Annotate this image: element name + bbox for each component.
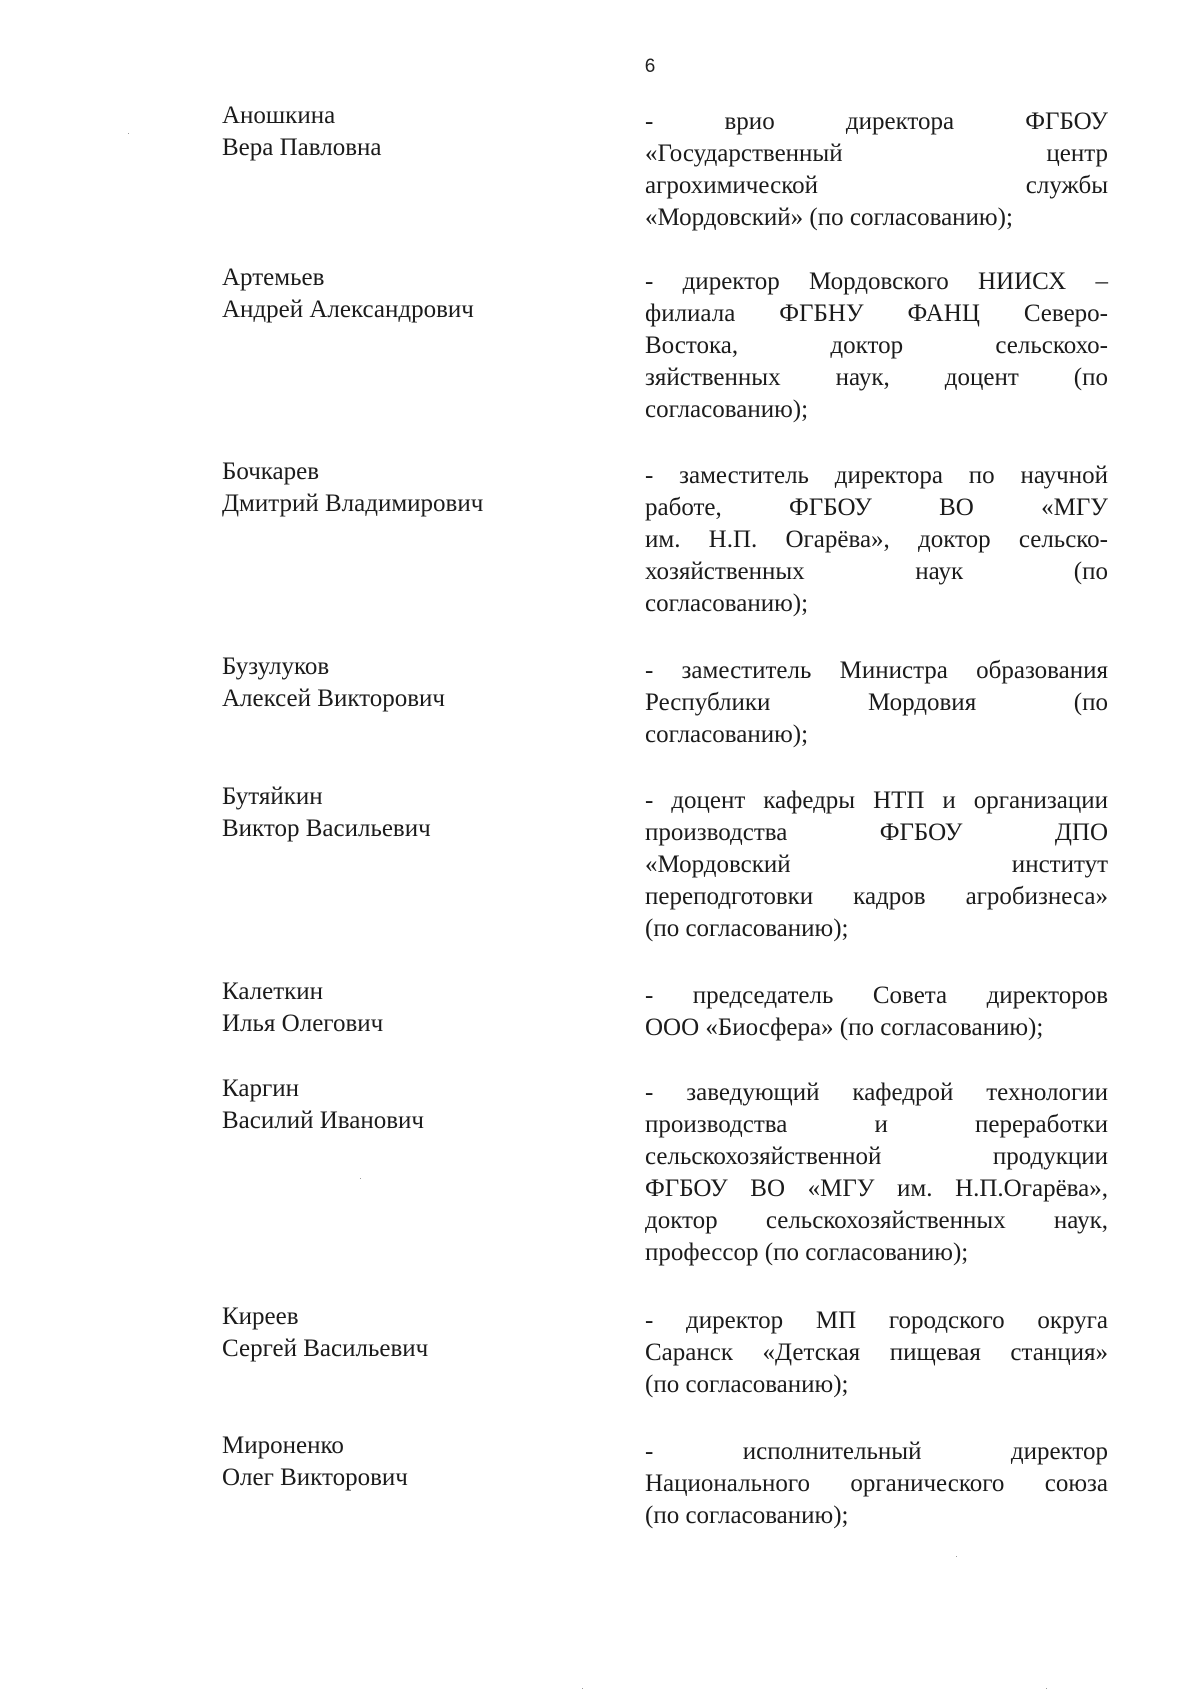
member-given-names: Илья Олегович	[222, 1010, 384, 1037]
role-line: хозяйственных наук (по	[645, 558, 1108, 585]
member-role	[645, 1077, 1108, 1269]
member-surname: Аношкина	[222, 102, 336, 129]
member-role	[645, 1305, 1108, 1401]
role-line: согласованию);	[645, 590, 809, 617]
role-line: - заместитель Министра образования	[645, 657, 1108, 684]
role-line: Саранск «Детская пищевая станция»	[645, 1339, 1108, 1366]
member-surname: Бочкарев	[222, 458, 320, 485]
member-role	[645, 460, 1108, 620]
member-given-names: Алексей Викторович	[222, 685, 445, 712]
member-name	[222, 1301, 602, 1365]
role-line: зяйственных наук, доцент (по	[645, 364, 1108, 391]
role-line: «Мордовский институт	[645, 851, 1108, 878]
role-line: согласованию);	[645, 396, 809, 423]
member-name	[222, 651, 602, 715]
role-line: согласованию);	[645, 721, 809, 748]
member-given-names: Дмитрий Владимирович	[222, 490, 484, 517]
member-role	[645, 785, 1108, 945]
role-line: (по согласованию);	[645, 1371, 849, 1398]
scan-speck	[128, 133, 129, 134]
role-line: - врио директора ФГБОУ	[645, 108, 1108, 135]
role-line: доктор сельскохозяйственных наук,	[645, 1207, 1108, 1234]
member-given-names: Вера Павловна	[222, 134, 382, 161]
member-surname: Артемьев	[222, 264, 325, 291]
role-line: Республики Мордовия (по	[645, 689, 1108, 716]
member-role	[645, 106, 1108, 234]
member-role	[645, 266, 1108, 426]
role-line: «Мордовский» (по согласованию);	[645, 204, 1013, 231]
role-line: работе, ФГБОУ ВО «МГУ	[645, 494, 1108, 521]
role-line: - исполнительный директор	[645, 1438, 1108, 1465]
member-name	[222, 262, 602, 326]
role-line: ФГБОУ ВО «МГУ им. Н.П.Огарёва»,	[645, 1175, 1108, 1202]
role-line: производства ФГБОУ ДПО	[645, 819, 1108, 846]
member-surname: Мироненко	[222, 1432, 344, 1459]
member-given-names: Олег Викторович	[222, 1464, 408, 1491]
member-given-names: Виктор Васильевич	[222, 815, 431, 842]
scan-speck	[956, 1556, 957, 1557]
role-line: сельскохозяйственной продукции	[645, 1143, 1108, 1170]
role-line: - директор МП городского округа	[645, 1307, 1108, 1334]
member-name	[222, 976, 602, 1040]
scan-speck	[1046, 1688, 1047, 1689]
member-name	[222, 781, 602, 845]
role-line: (по согласованию);	[645, 915, 849, 942]
member-name	[222, 1073, 602, 1137]
member-given-names: Сергей Васильевич	[222, 1335, 429, 1362]
member-surname: Калеткин	[222, 978, 324, 1005]
member-role	[645, 980, 1108, 1044]
member-role	[645, 1436, 1108, 1532]
role-line: им. Н.П. Огарёва», доктор сельско-	[645, 526, 1108, 553]
member-surname: Каргин	[222, 1075, 299, 1102]
member-given-names: Василий Иванович	[222, 1107, 424, 1134]
scan-speck	[582, 1688, 583, 1689]
role-line: переподготовки кадров агробизнеса»	[645, 883, 1108, 910]
role-line: агрохимической службы	[645, 172, 1108, 199]
role-line: «Государственный центр	[645, 140, 1108, 167]
role-line: Востока, доктор сельскохо-	[645, 332, 1108, 359]
role-line: филиала ФГБНУ ФАНЦ Северо-	[645, 300, 1108, 327]
role-line: (по согласованию);	[645, 1502, 849, 1529]
role-line: - заместитель директора по научной	[645, 462, 1108, 489]
member-given-names: Андрей Александрович	[222, 296, 474, 323]
role-line: - председатель Совета директоров	[645, 982, 1108, 1009]
member-surname: Киреев	[222, 1303, 299, 1330]
member-name	[222, 100, 602, 164]
role-line: производства и переработки	[645, 1111, 1108, 1138]
member-surname: Бузулуков	[222, 653, 330, 680]
scan-speck	[360, 1178, 361, 1179]
role-line: Национального органического союза	[645, 1470, 1108, 1497]
member-role	[645, 655, 1108, 751]
role-line: профессор (по согласованию);	[645, 1239, 969, 1266]
role-line: ООО «Биосфера» (по согласованию);	[645, 1014, 1044, 1041]
member-surname: Бутяйкин	[222, 783, 323, 810]
role-line: - директор Мордовского НИИСХ –	[645, 268, 1108, 295]
role-line: - заведующий кафедрой технологии	[645, 1079, 1108, 1106]
member-name	[222, 456, 602, 520]
member-name	[222, 1430, 602, 1494]
role-line: - доцент кафедры НТП и организации	[645, 787, 1108, 814]
page-number: 6	[644, 56, 656, 77]
